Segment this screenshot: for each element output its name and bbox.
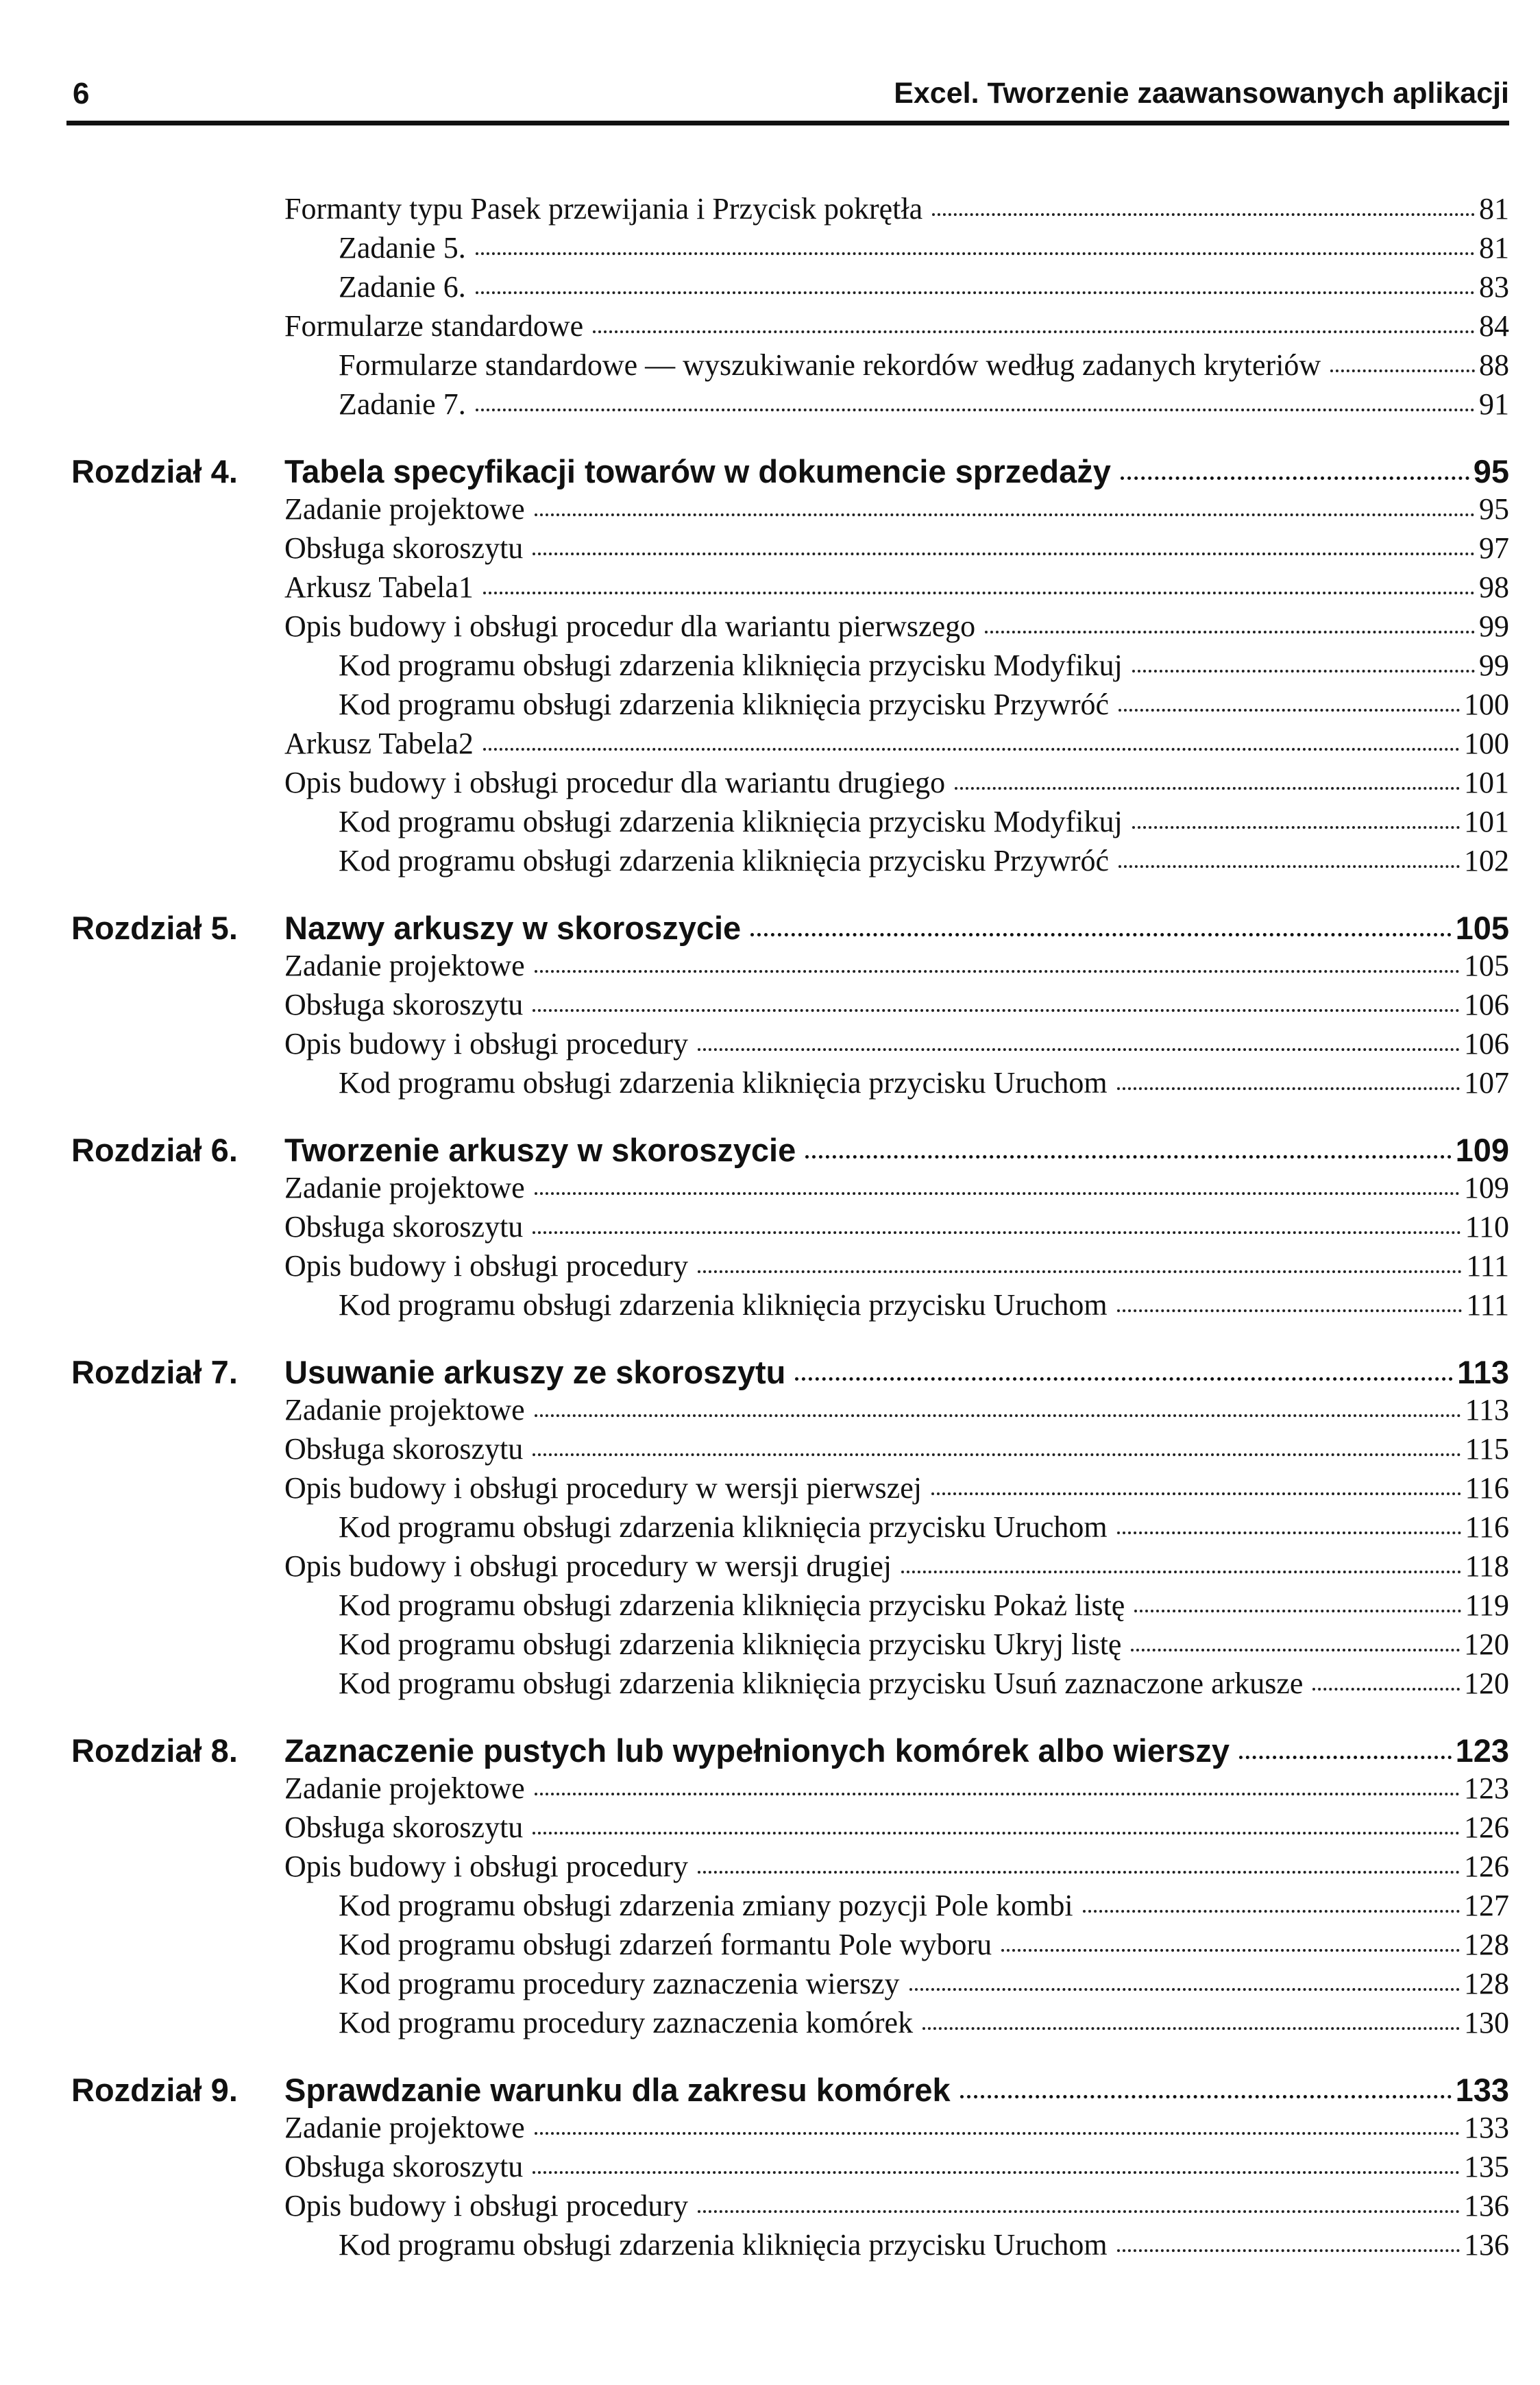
dot-leader bbox=[483, 748, 1460, 751]
dot-leader bbox=[483, 592, 1475, 594]
entry-title: Obsługa skoroszytu bbox=[284, 988, 524, 1021]
entry-page-number: 88 bbox=[1479, 348, 1509, 382]
dot-leader bbox=[1119, 865, 1460, 868]
entry-page-number: 101 bbox=[1464, 766, 1509, 799]
toc-entry bbox=[0, 1248, 1540, 1287]
dot-leader bbox=[1330, 370, 1475, 372]
toc-entry bbox=[0, 1065, 1540, 1104]
toc-entry bbox=[0, 1588, 1540, 1627]
toc-entry bbox=[0, 1431, 1540, 1470]
toc-entry bbox=[0, 1810, 1540, 1849]
toc-entry bbox=[0, 1666, 1540, 1705]
entry-page-number: 116 bbox=[1465, 1510, 1509, 1544]
chapter-label: Rozdział 8. bbox=[71, 1732, 238, 1769]
dot-leader bbox=[1239, 1756, 1452, 1759]
dot-leader bbox=[795, 1377, 1453, 1381]
dot-leader bbox=[1312, 1688, 1460, 1691]
entry-page-number: 91 bbox=[1479, 387, 1509, 421]
toc-entry bbox=[0, 1888, 1540, 1927]
dot-leader bbox=[535, 2132, 1460, 2135]
entry-title: Kod programu procedury zaznaczenia komórek bbox=[339, 2006, 914, 2039]
running-header-title: Excel. Tworzenie zaawansowanych aplikacji bbox=[894, 77, 1509, 110]
dot-leader bbox=[1121, 476, 1469, 480]
toc-entry bbox=[0, 1966, 1540, 2005]
toc-entry bbox=[0, 1549, 1540, 1588]
entry-page-number: 130 bbox=[1464, 2006, 1509, 2039]
entry-page-number: 115 bbox=[1465, 1432, 1509, 1466]
toc-entry bbox=[0, 1209, 1540, 1248]
entry-title: Kod programu obsługi zdarzenia kliknięcia przycisku Przywróć bbox=[339, 688, 1110, 721]
dot-leader bbox=[955, 787, 1460, 790]
entry-title: Opis budowy i obsługi procedury bbox=[284, 1850, 689, 1883]
dot-leader bbox=[1117, 1309, 1463, 1312]
dot-leader bbox=[533, 1009, 1460, 1012]
toc-entry bbox=[0, 2188, 1540, 2227]
dot-leader bbox=[1117, 2249, 1460, 2252]
toc-entry bbox=[0, 1927, 1540, 1966]
entry-title: Kod programu obsługi zdarzenia kliknięcia przycisku Usuń zaznaczone arkusze bbox=[339, 1667, 1304, 1700]
chapter-label: Rozdział 6. bbox=[71, 1132, 238, 1168]
toc-entry bbox=[0, 987, 1540, 1026]
toc-entry bbox=[0, 1771, 1540, 1810]
toc-entry bbox=[0, 2227, 1540, 2266]
toc-entry bbox=[0, 765, 1540, 804]
chapter-page-number: 95 bbox=[1473, 453, 1509, 489]
entry-title: Kod programu obsługi zdarzenia kliknięcia przycisku Uruchom bbox=[339, 1510, 1108, 1544]
dot-leader bbox=[922, 2027, 1460, 2030]
dot-leader bbox=[535, 1793, 1460, 1795]
chapter-heading bbox=[0, 1732, 1540, 1771]
dot-leader bbox=[1083, 1910, 1460, 1913]
entry-page-number: 136 bbox=[1464, 2189, 1509, 2223]
entry-title: Opis budowy i obsługi procedury bbox=[284, 2189, 689, 2223]
dot-leader bbox=[476, 291, 1475, 294]
entry-title: Zadanie 6. bbox=[339, 270, 466, 304]
toc-entry bbox=[0, 1470, 1540, 1510]
entry-title: Zadanie projektowe bbox=[284, 949, 525, 982]
toc-entry bbox=[0, 230, 1540, 269]
toc-entry bbox=[0, 191, 1540, 230]
entry-title: Arkusz Tabela2 bbox=[284, 727, 474, 760]
entry-page-number: 135 bbox=[1464, 2150, 1509, 2183]
entry-title: Kod programu obsługi zdarzeń formantu Pole wyboru bbox=[339, 1928, 992, 1961]
entry-title: Formularze standardowe bbox=[284, 309, 584, 343]
entry-page-number: 106 bbox=[1464, 988, 1509, 1021]
entry-title: Obsługa skoroszytu bbox=[284, 1210, 524, 1244]
entry-title: Kod programu obsługi zdarzenia kliknięcia przycisku Ukryj listę bbox=[339, 1627, 1122, 1661]
toc-entry bbox=[0, 687, 1540, 726]
entry-page-number: 84 bbox=[1479, 309, 1509, 343]
entry-page-number: 128 bbox=[1464, 1928, 1509, 1961]
page-number: 6 bbox=[73, 77, 90, 110]
chapter-page-number: 133 bbox=[1455, 2072, 1509, 2108]
entry-page-number: 83 bbox=[1479, 270, 1509, 304]
entry-page-number: 107 bbox=[1464, 1066, 1509, 1100]
entry-title: Zadanie 7. bbox=[339, 387, 466, 421]
chapter-title: Nazwy arkuszy w skoroszycie bbox=[284, 910, 742, 946]
dot-leader bbox=[698, 1048, 1460, 1051]
entry-title: Obsługa skoroszytu bbox=[284, 1432, 524, 1466]
dot-leader bbox=[1134, 1610, 1460, 1612]
dot-leader bbox=[476, 252, 1475, 255]
dot-leader bbox=[985, 631, 1475, 633]
dot-leader bbox=[750, 933, 1451, 936]
chapter-label: Rozdział 7. bbox=[71, 1354, 238, 1390]
chapter-page-number: 123 bbox=[1455, 1732, 1509, 1769]
dot-leader bbox=[535, 970, 1460, 973]
entry-page-number: 116 bbox=[1465, 1471, 1509, 1505]
entry-title: Zadanie projektowe bbox=[284, 2111, 525, 2144]
dot-leader bbox=[698, 1270, 1462, 1273]
toc-entry bbox=[0, 570, 1540, 609]
entry-page-number: 106 bbox=[1464, 1027, 1509, 1061]
dot-leader bbox=[533, 553, 1475, 555]
toc-entry bbox=[0, 492, 1540, 531]
toc-entry bbox=[0, 1627, 1540, 1666]
dot-leader bbox=[698, 2210, 1460, 2213]
entry-page-number: 101 bbox=[1464, 805, 1509, 838]
entry-title: Opis budowy i obsługi procedur dla wariantu pierwszego bbox=[284, 609, 976, 643]
dot-leader bbox=[533, 1231, 1460, 1234]
entry-title: Obsługa skoroszytu bbox=[284, 1811, 524, 1844]
dot-leader bbox=[1119, 709, 1460, 712]
entry-page-number: 126 bbox=[1464, 1811, 1509, 1844]
entry-page-number: 118 bbox=[1465, 1549, 1509, 1583]
toc-entry bbox=[0, 948, 1540, 987]
chapter-heading bbox=[0, 909, 1540, 948]
chapter-heading bbox=[0, 452, 1540, 492]
entry-title: Zadanie projektowe bbox=[284, 492, 525, 526]
toc-entry bbox=[0, 308, 1540, 348]
entry-title: Formanty typu Pasek przewijania i Przycisk pokrętła bbox=[284, 192, 923, 226]
entry-page-number: 127 bbox=[1464, 1889, 1509, 1922]
entry-title: Kod programu obsługi zdarzenia kliknięcia przycisku Uruchom bbox=[339, 2228, 1108, 2262]
chapter-page-number: 113 bbox=[1457, 1354, 1509, 1390]
toc-entry bbox=[0, 2149, 1540, 2188]
dot-leader bbox=[535, 513, 1475, 516]
chapter-heading bbox=[0, 2071, 1540, 2110]
dot-leader bbox=[901, 1571, 1461, 1573]
entry-title: Zadanie projektowe bbox=[284, 1393, 525, 1427]
entry-page-number: 99 bbox=[1479, 649, 1509, 682]
dot-leader bbox=[960, 2095, 1452, 2098]
entry-title: Kod programu procedury zaznaczenia wierszy bbox=[339, 1967, 900, 2000]
toc-entry bbox=[0, 609, 1540, 648]
entry-title: Opis budowy i obsługi procedury w wersji pierwszej bbox=[284, 1471, 922, 1505]
dot-leader bbox=[1131, 1649, 1460, 1651]
entry-page-number: 97 bbox=[1479, 531, 1509, 565]
entry-page-number: 100 bbox=[1464, 688, 1509, 721]
chapter-heading bbox=[0, 1131, 1540, 1170]
dot-leader bbox=[1001, 1949, 1460, 1952]
entry-title: Arkusz Tabela1 bbox=[284, 570, 474, 604]
entry-page-number: 81 bbox=[1479, 192, 1509, 226]
chapter-title: Sprawdzanie warunku dla zakresu komórek bbox=[284, 2072, 951, 2108]
toc-entry bbox=[0, 843, 1540, 882]
dot-leader bbox=[533, 2171, 1460, 2174]
chapter-title: Usuwanie arkuszy ze skoroszytu bbox=[284, 1354, 786, 1390]
entry-title: Obsługa skoroszytu bbox=[284, 531, 524, 565]
dot-leader bbox=[1132, 670, 1475, 673]
entry-page-number: 133 bbox=[1464, 2111, 1509, 2144]
entry-page-number: 99 bbox=[1479, 609, 1509, 643]
chapter-title: Tworzenie arkuszy w skoroszycie bbox=[284, 1132, 796, 1168]
chapter-title: Zaznaczenie pustych lub wypełnionych komórek albo wierszy bbox=[284, 1732, 1230, 1769]
entry-page-number: 105 bbox=[1464, 949, 1509, 982]
dot-leader bbox=[535, 1414, 1461, 1417]
entry-page-number: 120 bbox=[1464, 1627, 1509, 1661]
dot-leader bbox=[698, 1871, 1460, 1874]
toc-entry bbox=[0, 2005, 1540, 2044]
header-rule bbox=[66, 121, 1509, 125]
chapter-page-number: 105 bbox=[1455, 910, 1509, 946]
entry-title: Opis budowy i obsługi procedury bbox=[284, 1027, 689, 1061]
entry-title: Kod programu obsługi zdarzenia kliknięcia przycisku Modyfikuj bbox=[339, 649, 1123, 682]
entry-title: Zadanie 5. bbox=[339, 231, 466, 265]
chapter-label: Rozdział 4. bbox=[71, 453, 238, 489]
toc-entry bbox=[0, 1170, 1540, 1209]
dot-leader bbox=[533, 1832, 1460, 1835]
entry-page-number: 123 bbox=[1464, 1771, 1509, 1805]
toc-entry bbox=[0, 387, 1540, 426]
entry-title: Obsługa skoroszytu bbox=[284, 2150, 524, 2183]
toc-entry bbox=[0, 1287, 1540, 1327]
entry-title: Kod programu obsługi zdarzenia zmiany pozycji Pole kombi bbox=[339, 1889, 1073, 1922]
toc-entry bbox=[0, 1849, 1540, 1888]
table-of-contents bbox=[0, 191, 1540, 2266]
toc-entry bbox=[0, 1392, 1540, 1431]
entry-title: Kod programu obsługi zdarzenia kliknięcia przycisku Modyfikuj bbox=[339, 805, 1123, 838]
entry-page-number: 95 bbox=[1479, 492, 1509, 526]
toc-entry bbox=[0, 269, 1540, 308]
entry-title: Opis budowy i obsługi procedury w wersji drugiej bbox=[284, 1549, 892, 1583]
chapter-title: Tabela specyfikacji towarów w dokumencie sprzedaży bbox=[284, 453, 1111, 489]
toc-entry bbox=[0, 1026, 1540, 1065]
toc-entry bbox=[0, 531, 1540, 570]
entry-page-number: 126 bbox=[1464, 1850, 1509, 1883]
chapter-label: Rozdział 9. bbox=[71, 2072, 238, 2108]
chapter-heading bbox=[0, 1353, 1540, 1392]
entry-title: Kod programu obsługi zdarzenia kliknięcia przycisku Uruchom bbox=[339, 1066, 1108, 1100]
entry-page-number: 113 bbox=[1465, 1393, 1509, 1427]
dot-leader bbox=[1132, 826, 1460, 829]
toc-entry bbox=[0, 648, 1540, 687]
entry-title: Opis budowy i obsługi procedur dla wariantu drugiego bbox=[284, 766, 946, 799]
dot-leader bbox=[909, 1988, 1460, 1991]
toc-entry bbox=[0, 804, 1540, 843]
toc-entry bbox=[0, 348, 1540, 387]
dot-leader bbox=[1117, 1087, 1460, 1090]
dot-leader bbox=[476, 409, 1475, 411]
dot-leader bbox=[535, 1192, 1460, 1195]
entry-page-number: 128 bbox=[1464, 1967, 1509, 2000]
toc-entry bbox=[0, 726, 1540, 765]
dot-leader bbox=[593, 330, 1475, 333]
entry-title: Zadanie projektowe bbox=[284, 1171, 525, 1204]
entry-title: Opis budowy i obsługi procedury bbox=[284, 1249, 689, 1283]
chapter-label: Rozdział 5. bbox=[71, 910, 238, 946]
entry-page-number: 119 bbox=[1465, 1588, 1509, 1622]
entry-page-number: 98 bbox=[1479, 570, 1509, 604]
dot-leader bbox=[931, 1492, 1461, 1495]
entry-page-number: 102 bbox=[1464, 844, 1509, 877]
entry-title: Zadanie projektowe bbox=[284, 1771, 525, 1805]
dot-leader bbox=[533, 1453, 1460, 1456]
toc-entry bbox=[0, 1510, 1540, 1549]
entry-page-number: 109 bbox=[1464, 1171, 1509, 1204]
entry-page-number: 100 bbox=[1464, 727, 1509, 760]
entry-page-number: 136 bbox=[1464, 2228, 1509, 2262]
dot-leader bbox=[1117, 1532, 1461, 1534]
entry-page-number: 81 bbox=[1479, 231, 1509, 265]
entry-page-number: 111 bbox=[1466, 1288, 1509, 1322]
entry-page-number: 120 bbox=[1464, 1667, 1509, 1700]
entry-title: Kod programu obsługi zdarzenia kliknięcia przycisku Przywróć bbox=[339, 844, 1110, 877]
entry-title: Kod programu obsługi zdarzenia kliknięcia przycisku Uruchom bbox=[339, 1288, 1108, 1322]
dot-leader bbox=[805, 1155, 1451, 1159]
entry-title: Kod programu obsługi zdarzenia kliknięcia przycisku Pokaż listę bbox=[339, 1588, 1125, 1622]
entry-title: Formularze standardowe — wyszukiwanie rekordów według zadanych kryteriów bbox=[339, 348, 1321, 382]
chapter-page-number: 109 bbox=[1455, 1132, 1509, 1168]
dot-leader bbox=[932, 213, 1475, 216]
entry-page-number: 111 bbox=[1466, 1249, 1509, 1283]
entry-page-number: 110 bbox=[1465, 1210, 1509, 1244]
toc-entry bbox=[0, 2110, 1540, 2149]
